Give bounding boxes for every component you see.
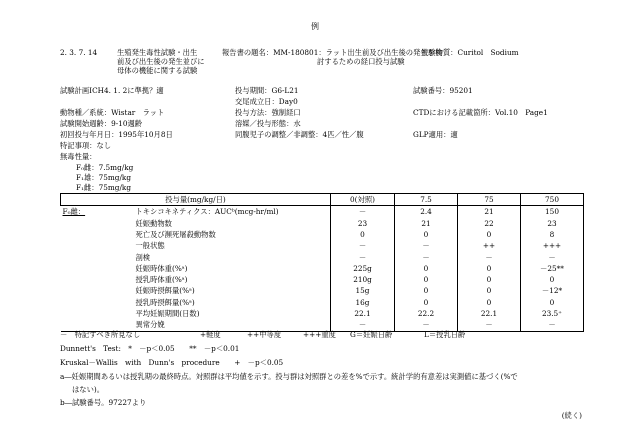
mating-day: 交尾成立日：Day0 xyxy=(235,97,298,106)
dunnett-test: Dunnett's Test: * －p＜0.05 ** －p＜0.01 xyxy=(60,344,240,353)
report-title xyxy=(222,48,442,66)
table-header-row xyxy=(61,194,584,206)
row-label: 妊娠時体重(%ᵃ) xyxy=(135,263,188,273)
dose-column-header: 0(対照) xyxy=(331,194,395,206)
vehicle: 溶媒／投与形態：水 xyxy=(235,119,301,128)
footnote-a: a―妊娠期間あるいは授乳期の最終時点。対照群は平均値を示す。投与群は対照群との差を%で示す。統計学的有意差は実測値に基づく(%で xyxy=(60,372,518,381)
study-title-line: 母体の機能に関する試験 xyxy=(117,66,198,76)
table-row xyxy=(61,229,584,240)
legend-lactation-day: L＝授乳日齢 xyxy=(424,330,466,339)
table-cell: － xyxy=(331,206,395,218)
study-title-line: 生殖発生毒性試験・出生 xyxy=(117,48,198,57)
study-title xyxy=(117,48,205,75)
study-title-line: 前及び出生後の発生並びに xyxy=(117,57,205,67)
row-label: 授乳時体重(%ᵃ) xyxy=(135,275,188,285)
table-row xyxy=(61,240,584,251)
row-label: 授乳時摂餌量(%ᵃ) xyxy=(135,297,195,307)
table-cell: 22.1 xyxy=(331,308,395,319)
table-cell: 0 xyxy=(395,263,458,274)
group-label xyxy=(61,206,130,218)
row-label: 妊娠時摂餌量(%ᵃ) xyxy=(135,286,195,296)
footnote-a-cont: はない)。 xyxy=(72,385,105,394)
study-number: 試験番号：95201 xyxy=(413,86,473,95)
table-cell: 16g xyxy=(331,297,395,308)
row-label: 妊娠動物数 xyxy=(135,218,172,228)
table-cell: 23.5⁺ xyxy=(521,308,584,319)
table-cell: 0 xyxy=(395,274,458,285)
litter-adjustment: 同腹児子の調整／非調整：4匹／性／腹 xyxy=(235,130,364,139)
table-row xyxy=(61,297,584,308)
table-row xyxy=(61,251,584,262)
table-cell: 22.2 xyxy=(395,308,458,319)
dose-column-header: 750 xyxy=(521,194,584,206)
noael-label: 無毒性量： xyxy=(60,152,97,161)
table-cell: 22 xyxy=(458,218,521,229)
table-cell: 21 xyxy=(458,206,521,218)
table-row xyxy=(61,206,584,218)
table-cell: ++ xyxy=(458,240,521,251)
table-cell: +++ xyxy=(521,240,584,251)
table-row xyxy=(61,218,584,229)
start-age: 試験開始週齢：9-10週齢 xyxy=(60,119,143,128)
table-row xyxy=(61,263,584,274)
legend-severe: +++重度 xyxy=(303,330,336,339)
table-cell: 210g xyxy=(331,274,395,285)
table-cell: 225g xyxy=(331,263,395,274)
first-dose-date: 初回投与年月日：1995年10月8日 xyxy=(60,130,173,139)
table-cell: － xyxy=(331,251,395,262)
table-cell: 15g xyxy=(331,285,395,296)
dose-column-header: 7.5 xyxy=(395,194,458,206)
table-cell: － xyxy=(395,251,458,262)
continued-label: (続く) xyxy=(561,411,582,420)
dosing-period: 投与期間：G6-L21 xyxy=(235,86,299,95)
table-cell: 21 xyxy=(395,218,458,229)
table-cell: 0 xyxy=(521,297,584,308)
report-title-line: 討するための経口投与試験 xyxy=(317,57,405,67)
table-cell: － xyxy=(331,240,395,251)
table-cell: 0 xyxy=(458,229,521,240)
table-cell: 0 xyxy=(395,285,458,296)
table-cell: － xyxy=(458,319,521,331)
noael-f0-female: F₀雌：7.5mg/kg xyxy=(76,163,134,172)
table-row xyxy=(61,274,584,285)
legend-gestation-day: G＝妊娠日齢 xyxy=(350,330,393,339)
table-cell: 2.4 xyxy=(395,206,458,218)
row-label: 剖検 xyxy=(135,252,151,262)
row-label: 平均妊娠期間(日数) xyxy=(135,309,200,319)
legend-none: － 特記すべき所見なし xyxy=(60,330,141,339)
table-row xyxy=(61,285,584,296)
table-cell: －25** xyxy=(521,263,584,274)
row-label: 異常分娩 xyxy=(130,319,331,331)
dose-header: 投与量(mg/kg/日) xyxy=(61,194,331,206)
noael-f1-female: F₁雌：75mg/kg xyxy=(76,183,132,192)
table-cell: － xyxy=(331,319,395,331)
table-cell: 0 xyxy=(395,297,458,308)
page-heading: 例 xyxy=(311,22,319,31)
table-cell: 0 xyxy=(458,263,521,274)
results-table xyxy=(60,193,584,332)
table-cell: 0 xyxy=(458,274,521,285)
species: 動物種／系統：Wistar ラット xyxy=(60,108,165,117)
table-cell: － xyxy=(521,319,584,331)
table-cell: 0 xyxy=(331,229,395,240)
table-cell: 0 xyxy=(521,274,584,285)
route: 投与方法：強制経口 xyxy=(235,108,301,117)
table-cell: －12* xyxy=(521,285,584,296)
section-number: 2. 3. 7. 14 xyxy=(60,48,98,57)
test-article: 被験物質：Curitol Sodium xyxy=(421,48,519,57)
table-cell: 0 xyxy=(458,297,521,308)
row-label: 死亡及び瀕死屠殺動物数 xyxy=(135,229,216,239)
report-title-line: 報告書の題名：MM-180801：ラット出生前及び出生後の発生を検 xyxy=(222,48,443,57)
table-cell: 22.1 xyxy=(458,308,521,319)
table-cell: 8 xyxy=(521,229,584,240)
legend-moderate: ++中等度 xyxy=(247,330,282,339)
glp: GLP適用：適 xyxy=(413,130,458,139)
table-cell: － xyxy=(395,240,458,251)
special-notes: 特記事項：なし xyxy=(60,141,112,150)
table-cell: 23 xyxy=(521,218,584,229)
guideline: 試験計画ICH4. 1. 2に準拠？適 xyxy=(60,86,164,95)
row-label: 一般状態 xyxy=(135,241,165,251)
table-row xyxy=(61,308,584,319)
table-cell: 0 xyxy=(458,285,521,296)
table-cell: － xyxy=(521,251,584,262)
kruskal-wallis: Kruskal－Wallis with Dunn's procedure + －p＜0.05 xyxy=(60,358,284,367)
table-cell: 23 xyxy=(331,218,395,229)
table-cell: － xyxy=(458,251,521,262)
row-label: トキシコキネティクス：AUCᵇ(mcg-hr/ml) xyxy=(130,206,331,218)
noael-f1-male: F₁雄：75mg/kg xyxy=(76,173,132,182)
table-cell: 150 xyxy=(521,206,584,218)
table-cell: 0 xyxy=(395,229,458,240)
legend-mild: +軽度 xyxy=(200,330,221,339)
group-label-text: F₀雌： xyxy=(62,207,86,217)
ctd-location: CTDにおける記載箇所：Vol.10 Page1 xyxy=(413,108,548,117)
footnote-b: b―試験番号。97227より xyxy=(60,398,147,407)
table-cell: － xyxy=(395,319,458,331)
dose-column-header: 75 xyxy=(458,194,521,206)
